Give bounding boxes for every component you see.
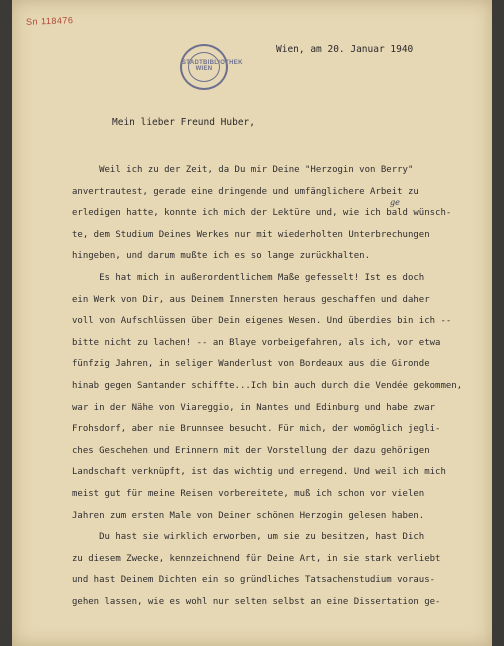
salutation: Mein lieber Freund Huber,: [112, 117, 255, 128]
letter-date: Wien, am 20. Januar 1940: [276, 44, 414, 55]
body-line: Weil ich zu der Zeit, da Du mir Deine "Herzogin von Berry": [72, 165, 414, 175]
body-line: meist gut für meine Reisen vorbereitete, muß ich schon vor vielen: [72, 488, 425, 499]
archive-reference: Sn 118476: [25, 15, 74, 27]
body-line: Du hast sie wirklich erworben, um sie zu besitzen, hast Dich: [72, 532, 425, 543]
body-line: gehen lassen, wie es wohl nur selten selbst an eine Dissertation ge-: [72, 596, 441, 607]
body-line: fünfzig Jahren, in seliger Wanderlust von Bordeaux aus die Gironde: [72, 359, 430, 370]
body-line: Landschaft verknüpft, ist das wichtig und erregend. Und weil ich mich: [72, 467, 446, 478]
body-line: ches Geschehen und Erinnern mit der Vorstellung der dazu gehörigen: [72, 445, 430, 456]
body-line: Es hat mich in außerordentlichem Maße gefesselt! Ist es doch: [72, 272, 425, 283]
letter-body: [72, 160, 492, 613]
body-line: hingeben, und darum mußte ich es so lange zurückhalten.: [72, 251, 371, 262]
body-line: ein Werk von Dir, aus Deinem Innersten heraus geschaffen und daher: [72, 294, 430, 305]
body-line: hinab gegen Santander schiffte...Ich bin auch durch die Vendée gekommen,: [72, 380, 463, 391]
body-line: zu diesem Zwecke, kennzeichnend für Deine Art, in sie stark verliebt: [72, 553, 441, 564]
body-line: Frohsdorf, aber nie Brunnsee besucht. Für mich, der womöglich jegli-: [72, 424, 441, 435]
body-line: und hast Deinem Dichten ein so gründliches Tatsachenstudium voraus-: [72, 575, 436, 586]
body-line: erledigen hatte, konnte ich mich der Lektüre und, wie ich bald wünsch-: [72, 208, 452, 219]
body-line: war in der Nähe von Viareggio, in Nantes und Edinburg und habe zwar: [72, 402, 436, 413]
handwritten-correction: ge: [390, 198, 400, 207]
body-line: Jahren zum ersten Male von Deiner schönen Herzogin gelesen haben.: [72, 510, 425, 521]
letter-page: [12, 0, 492, 646]
stamp-text: STADTBIBLIOTHEK WIEN: [182, 60, 243, 72]
body-line: anvertrautest, gerade eine dringende und umfänglichere Arbeit zu: [72, 186, 419, 197]
body-line: te, dem Studium Deines Werkes nur mit wiederholten Unterbrechungen: [72, 229, 430, 240]
body-line: bitte nicht zu lachen! -- an Blaye vorbeigefahren, als ich, vor etwa: [72, 337, 441, 348]
body-line: voll von Aufschlüssen über Dein eigenes Wesen. Und überdies bin ich --: [72, 316, 452, 327]
library-stamp-icon: [180, 44, 243, 90]
